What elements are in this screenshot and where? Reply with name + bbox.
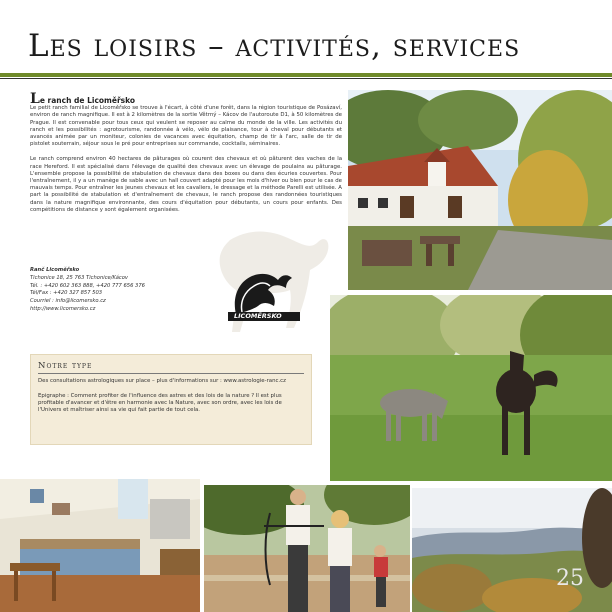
tip-title: Notre type <box>38 361 304 374</box>
article <box>30 91 342 214</box>
tip-line-1: Des consultations astrologiques sur place – plus d'informations sur : www.astrologie-ranc.cz <box>38 378 286 384</box>
tip-line-2: Epigraphe : Comment profiter de l'influence des astres et des lois de la nature ? Il est plus profitable d'avancer et d'être en harmonie avec la Nature, avec son ordre, avec les lois de l'Univers et maîtriser ainsi sa vie qui fait partie de tout cela. <box>38 393 282 413</box>
landscape-photo <box>412 488 612 612</box>
ranch-building-photo <box>348 90 612 290</box>
horses-meadow-photo <box>330 295 612 481</box>
article-heading-text: e ranch de Licoměřsko <box>39 96 136 105</box>
page-title: Les loisirs – activités, services <box>28 28 521 64</box>
tip-body <box>38 378 304 414</box>
contact-fax: Tél/Fax : +420 327 857 503 <box>30 290 103 297</box>
archery-photo <box>204 485 410 612</box>
ranch-logo-text: LICOMĚRSKO <box>234 312 282 320</box>
title-rule <box>0 73 612 77</box>
contact-phone: Tél. : +420 602 363 888, +420 777 656 376 <box>30 282 145 289</box>
article-heading <box>30 91 342 107</box>
contact-name: Ranč Licoměřsko <box>30 267 80 273</box>
guest-room-photo <box>0 479 200 612</box>
tip-box <box>30 354 312 445</box>
contact-email[interactable]: Courriel : info@licomersko.cz <box>30 298 106 305</box>
contact-web[interactable]: http://www.licomersko.cz <box>30 305 96 312</box>
contact-address: Tichonice 18, 25 763 Tichonice/Kácov <box>30 274 128 281</box>
article-dropcap: L <box>30 91 40 107</box>
title-rule-thin <box>0 78 612 79</box>
page-number: 25 <box>556 566 584 591</box>
contact-block <box>30 267 230 314</box>
article-paragraph-1: Le petit ranch familial de Licoměřsko se trouve à l'écart, à côté d'une forêt, dans la région touristique de Posázaví, environ de ranch magnifique. Il est à 2 kilomètres de la sortie Větrný – Kácov de l'autoroute D1, à 50 kilomètres de Prague. Il est convenable pour tous ceux qui veulent se reposer au calme du monde de la ville. Les activités du ranch et les possibilités : agrotourisme, randonnée à vélo, vélo de plaisance, tour à cheval pour débutants et avancés animée par un moniteur, colonies de vacances avec équitation, champ de tir à l'arc, salle de tir de pistolet souterrain, séjour sous le pré pour entreprises sur commande, cocktails, séminaires. <box>30 105 342 148</box>
article-paragraph-2: Le ranch comprend environ 40 hectares de pâturages où courent des chevaux et où pâturent des vaches de la race Hereford. Il est spécialisé dans l'élevage de qualité des chevaux avec un élevage de poulains au pâturage. L'ensemble propose la possibilité de stabulation de chevaux dans des boxes ou dans des écuries couvertes. Pour l'entraînement, il y a un manège de sable avec un hall couvert adapté pour les mois d'hiver ou bien pour le cas de mauvais temps. Pour entraîner les jeunes chevaux et les cavaliers, le dressage et la méthode Parelli est utilisée. A part la possibilité de stabulation et d'entraînement de chevaux, le ranch propose des randonnées touristiques dans la nature magnifique environnante, des cours d'équitation pour débutants, un cours pour enfants. Des compétitions de distance y sont également organisées. <box>30 156 342 213</box>
